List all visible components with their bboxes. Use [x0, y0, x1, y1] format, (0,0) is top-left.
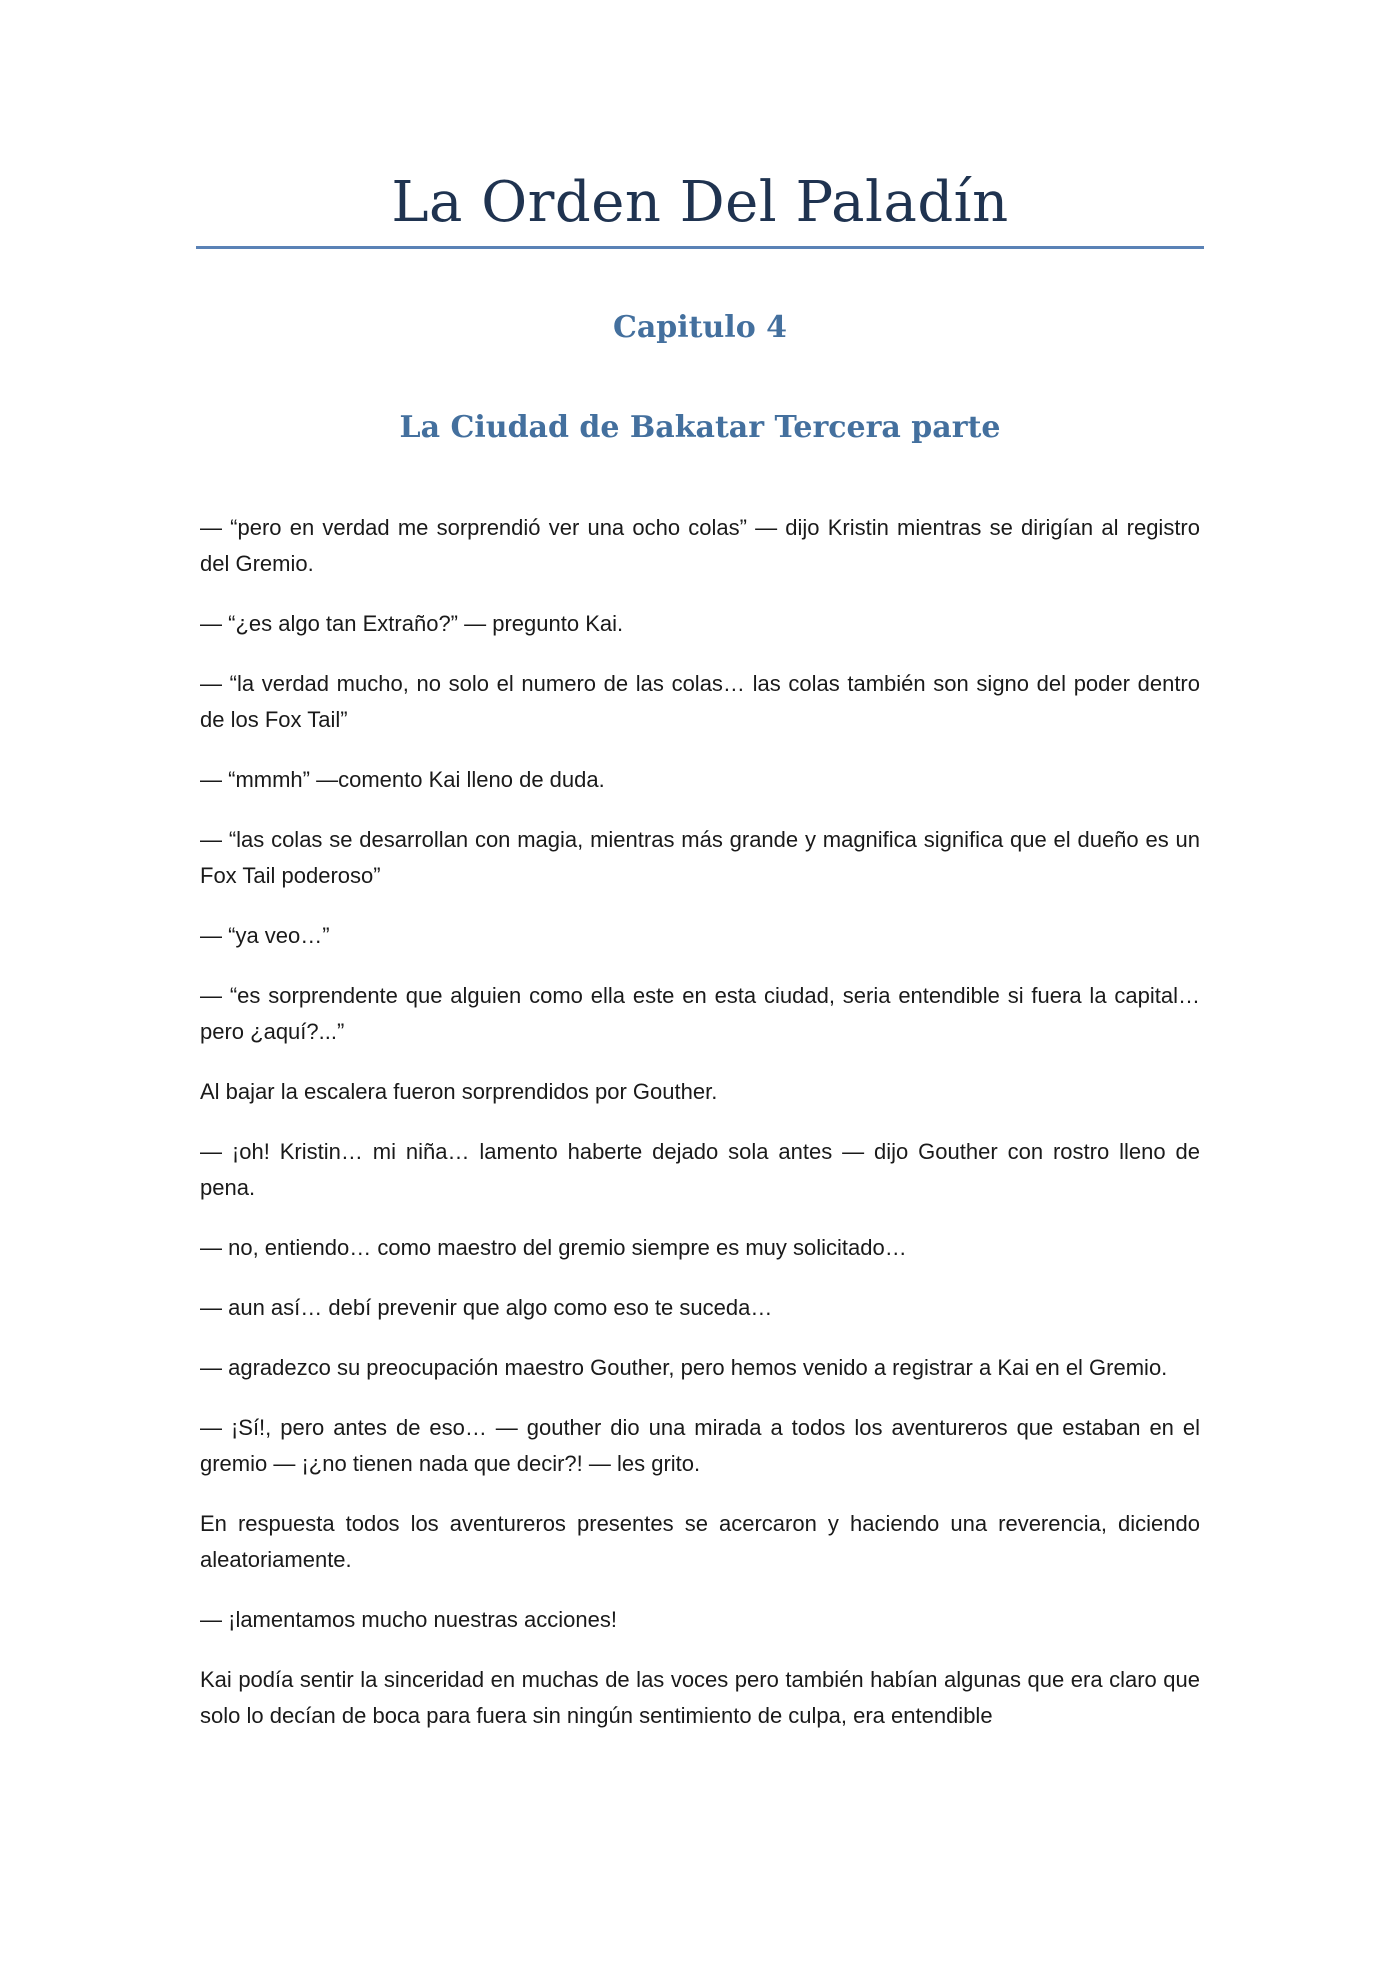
chapter-heading: Capitulo 4 — [612, 310, 788, 345]
body-text — [200, 510, 1200, 1758]
paragraph: Al bajar la escalera fueron sorprendidos por Gouther. — [200, 1079, 718, 1104]
paragraph: — “mmmh” —comento Kai lleno de duda. — [200, 767, 605, 792]
paragraph: — ¡Sí!, pero antes de eso… — gouther dio una mirada a todos los aventureros que estaban en el gremio — ¡¿no tienen nada que decir?! — les grito. — [200, 1415, 1200, 1476]
paragraph: En respuesta todos los aventureros presentes se acercaron y haciendo una reverencia, diciendo aleatoriamente. — [200, 1511, 1200, 1572]
document-title: La Orden Del Paladín — [391, 170, 1009, 235]
paragraph: — ¡oh! Kristin… mi niña… lamento haberte dejado sola antes — dijo Gouther con rostro lleno de pena. — [200, 1139, 1200, 1200]
paragraph: — “ya veo…” — [200, 923, 330, 948]
paragraph: — “la verdad mucho, no solo el numero de las colas… las colas también son signo del poder dentro de los Fox Tail” — [200, 671, 1200, 732]
paragraph: — aun así… debí prevenir que algo como eso te suceda… — [200, 1295, 773, 1320]
paragraph: — no, entiendo… como maestro del gremio siempre es muy solicitado… — [200, 1235, 907, 1260]
title-underline — [196, 246, 1204, 249]
paragraph: — “las colas se desarrollan con magia, mientras más grande y magnifica significa que el dueño es un Fox Tail poderoso” — [200, 827, 1200, 888]
paragraph: — “¿es algo tan Extraño?” — pregunto Kai. — [200, 611, 624, 636]
paragraph: — agradezco su preocupación maestro Gouther, pero hemos venido a registrar a Kai en el Gremio. — [200, 1355, 1168, 1380]
paragraph: — ¡lamentamos mucho nuestras acciones! — [200, 1607, 617, 1632]
paragraph: Kai podía sentir la sinceridad en muchas de las voces pero también habían algunas que era claro que solo lo decían de boca para fuera sin ningún sentimiento de culpa, era entendible — [200, 1667, 1200, 1728]
paragraph: — “pero en verdad me sorprendió ver una ocho colas” — dijo Kristin mientras se dirigían al registro del Gremio. — [200, 515, 1200, 576]
paragraph: — “es sorprendente que alguien como ella este en esta ciudad, seria entendible si fuera la capital… pero ¿aquí?...” — [200, 983, 1200, 1044]
chapter-subtitle: La Ciudad de Bakatar Tercera parte — [399, 410, 1001, 445]
